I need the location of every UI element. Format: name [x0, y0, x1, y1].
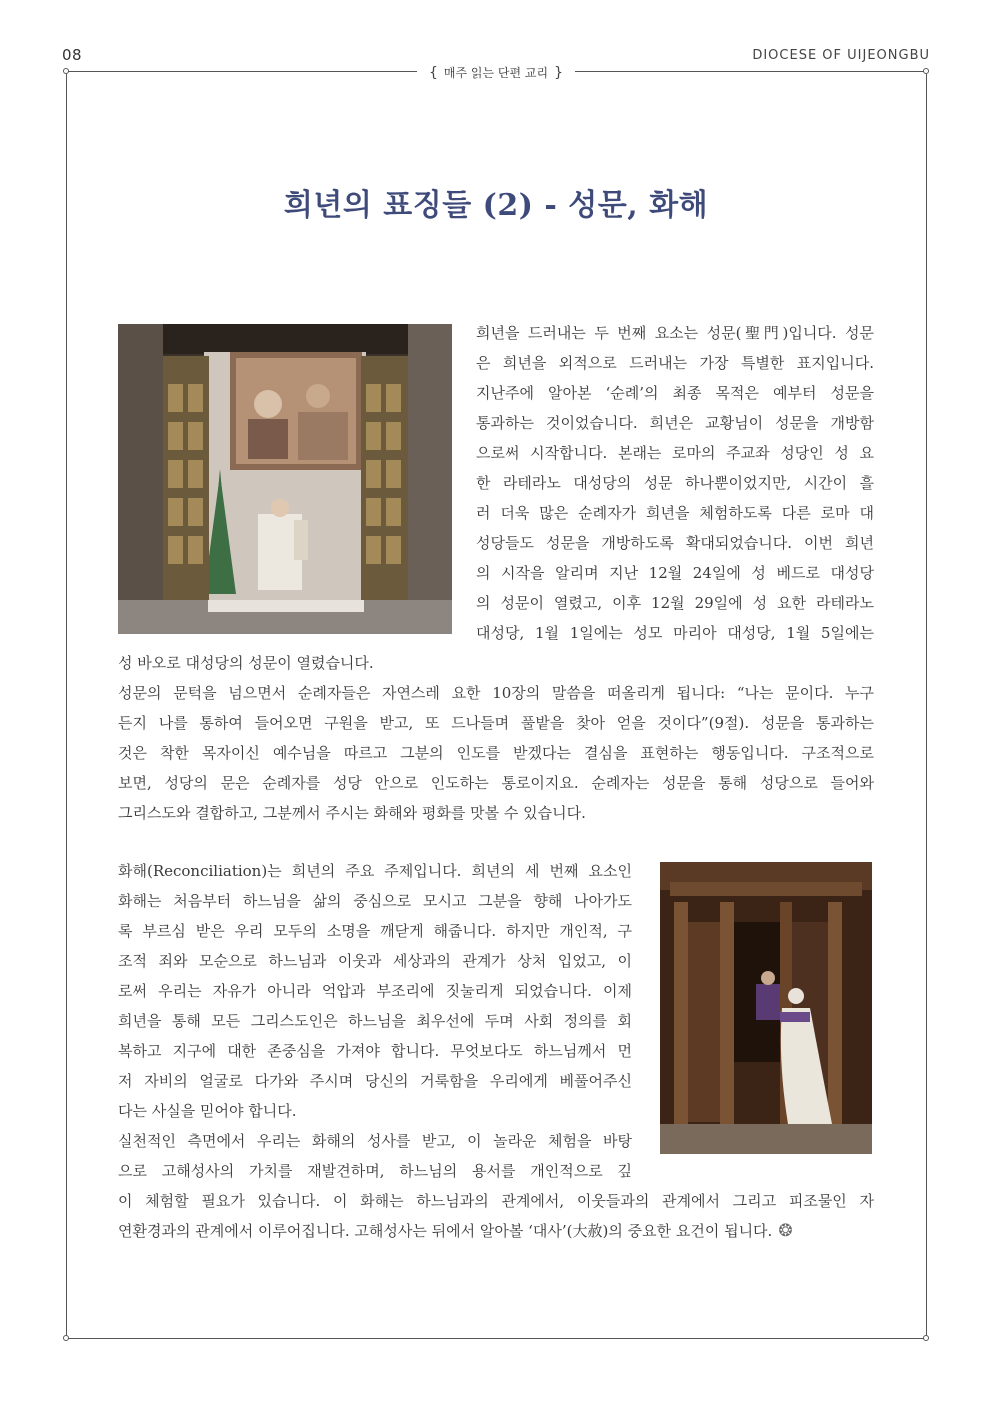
corner-dot-icon [923, 1335, 929, 1341]
left-brace-icon: { [428, 65, 438, 81]
paragraph-line-text: 연환경과의 관계에서 이루어집니다. 고해성사는 뒤에서 알아볼 ‘대사’(大赦)의 중요한 요건이 됩니다. [118, 1222, 773, 1240]
paragraph-line: 다는 사실을 믿어야 합니다. [118, 1102, 297, 1120]
paragraph-line: 복하고 지구에 대한 존중심을 가져야 합니다. 무엇보다도 하느님께서 먼 [118, 1042, 632, 1060]
page-number: 08 [62, 46, 83, 64]
paragraph-line: 으로써 시작합니다. 본래는 로마의 주교좌 성당인 성 요 [476, 444, 874, 462]
paragraph-line: 으로 고해성사의 가치를 재발견하며, 하느님의 용서를 개인적으로 깊 [118, 1162, 632, 1180]
section2-side-text [118, 856, 632, 1186]
running-subtitle: 매주 읽는 단편 교리 [443, 66, 549, 80]
right-rule [926, 74, 927, 1338]
article-title: 희년의 표징들 (2) - 성문, 화해 [283, 188, 709, 223]
paragraph-line: 한 라테라노 대성당의 성문 하나뿐이었지만, 시간이 흘 [476, 474, 874, 492]
paragraph-line: 것은 착한 목자이신 예수님을 따르고 그분의 인도를 받겠다는 결심을 표현하는 행동입니다. 구조적으로 [118, 744, 874, 762]
section1-full-text [118, 648, 874, 828]
paragraph-line: 통과하는 것이었습니다. 희년은 교황님이 성문을 개방함 [476, 414, 874, 432]
confession-photo [660, 862, 872, 1154]
paragraph-line [118, 1216, 874, 1246]
paragraph-line: 저 자비의 얼굴로 다가와 주시며 당신의 거룩함을 우리에게 베풀어주신 [118, 1072, 632, 1090]
paragraph-line: 희년을 드러내는 두 번째 요소는 성문(聖門)입니다. 성문 [476, 324, 874, 342]
paragraph-line: 의 시작을 알리며 지난 12월 24일에 성 베드로 대성당 [476, 564, 874, 582]
paragraph-line: 러 더욱 많은 순례자가 희년을 체험하도록 다른 로마 대 [476, 504, 874, 522]
paragraph-line: 이 체험할 필요가 있습니다. 이 화해는 하느님과의 관계에서, 이웃들과의 관계에서 그리고 피조물인 자 [118, 1192, 874, 1210]
paragraph-line: 보면, 성당의 문은 순례자를 성당 안으로 인도하는 통로이지요. 순례자는 성문을 통해 성당으로 들어와 [118, 774, 874, 792]
paragraph-line: 조적 죄와 모순으로 하느님과 이웃과 세상과의 관계가 상처 입었고, 이 [118, 952, 632, 970]
bottom-rule [66, 1338, 926, 1339]
paragraph-line: 화해는 처음부터 하느님을 삶의 중심으로 모시고 그분을 향해 나아가도 [118, 892, 632, 910]
paragraph-line: 화해(Reconciliation)는 희년의 주요 주제입니다. 희년의 세 번째 요소인 [118, 862, 632, 880]
paragraph-line: 의 성문이 열렸고, 이후 12월 29일에 성 요한 라테라노 [476, 594, 874, 612]
left-rule [66, 74, 67, 1338]
right-brace-icon: } [554, 65, 564, 81]
paragraph-line: 록 부르심 받은 우리 모두의 소명을 깨닫게 해줍니다. 하지만 개인적, 구 [118, 922, 632, 940]
diocese-name: DIOCESE OF UIJEONGBU [752, 48, 930, 63]
paragraph-line: 희년을 통해 모든 그리스도인은 하느님을 최우선에 두며 사회 정의를 회 [118, 1012, 632, 1030]
paragraph-line: 로써 우리는 자유가 아니라 억압과 부조리에 짓눌리게 되었습니다. 이제 [118, 982, 632, 1000]
paragraph-line: 성 바오로 대성당의 성문이 열렸습니다. [118, 654, 374, 672]
paragraph-line: 대성당, 1월 1일에는 성모 마리아 대성당, 1월 5일에는 [476, 624, 874, 642]
section1-side-text [476, 318, 874, 648]
paragraph-line: 실천적인 측면에서 우리는 화해의 성사를 받고, 이 놀라운 체험을 바탕 [118, 1132, 632, 1150]
paragraph-line: 지난주에 알아본 ‘순례’의 최종 목적은 예부터 성문을 [476, 384, 874, 402]
corner-dot-icon [63, 1335, 69, 1341]
section2-full-text [118, 1186, 874, 1246]
end-ornament-icon: ❂ [778, 1221, 793, 1241]
paragraph-line: 은 희년을 외적으로 드러내는 가장 특별한 표지입니다. [476, 354, 874, 372]
paragraph-line: 성당들도 성문을 개방하도록 확대되었습니다. 이번 희년 [476, 534, 874, 552]
paragraph-line: 성문의 문턱을 넘으면서 순례자들은 자연스레 요한 10장의 말씀을 떠올리게 됩니다: “나는 문이다. 누구 [118, 684, 874, 702]
holy-door-photo [118, 324, 452, 634]
paragraph-line: 든지 나를 통하여 들어오면 구원을 받고, 또 드나들며 풀밭을 찾아 얻을 것이다”(9절). 성문을 통과하는 [118, 714, 874, 732]
running-header [0, 62, 992, 81]
paragraph-line: 그리스도와 결합하고, 그분께서 주시는 화해와 평화를 맛볼 수 있습니다. [118, 804, 586, 822]
